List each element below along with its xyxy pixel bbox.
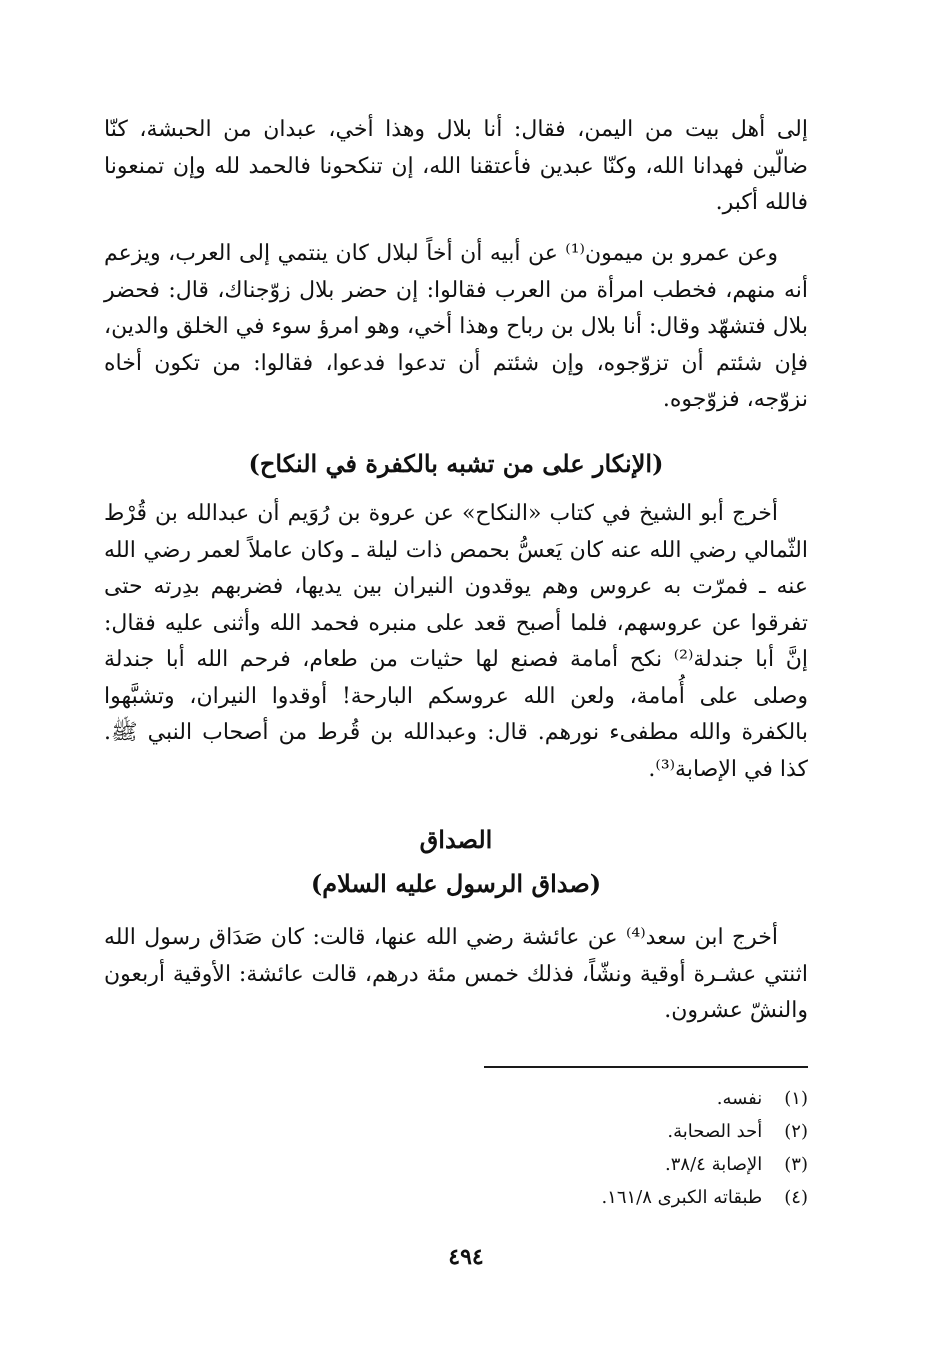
footnote-number: (٣) <box>784 1154 808 1175</box>
section-heading-rejection: (الإنكار على من تشبه بالكفرة في النكاح) <box>248 449 664 478</box>
footnote-item <box>104 1115 808 1148</box>
footnote-text: نفسه. <box>716 1088 763 1109</box>
paragraph-ibn-saad: أخرج ابن سعد⁽⁴⁾ عن عائشة رضي الله عنها، قالت: كان صَدَاق رسول الله اثنتي عشـرة أوقية ونشّاً، فذلك خمس مئة درهم، قالت عائشة: الأوقية أربعون والنشّ عشرون. <box>104 925 808 1023</box>
footnotes <box>104 1082 808 1214</box>
footnote-text: طبقاته الكبرى ١٦١/٨. <box>601 1187 763 1208</box>
footnote-number: (٢) <box>784 1121 808 1142</box>
subheading-prophet-dowry: (صداق الرسول عليه السلام) <box>310 869 602 898</box>
page-number: ٤٩٤ <box>448 1244 484 1270</box>
footnote-text: أحد الصحابة. <box>667 1121 763 1142</box>
footnote-item <box>104 1181 808 1214</box>
footnote-text: الإصابة ٣٨/٤. <box>665 1154 763 1175</box>
footnote-number: (٤) <box>784 1187 808 1208</box>
footnote-number: (١) <box>784 1088 808 1109</box>
paragraph-amr-ibn-maymun: وعن عمرو بن ميمون⁽¹⁾ عن أبيه أن أخاً لبلال كان ينتمي إلى العرب، ويزعم أنه منهم، فخطب امرأة من العرب فقالوا: إن حضر بلال زوّجناك، قال: فحضر بلال فتشهّد وقال: أنا بلال بن رباح وهذا أخي، وهو امرؤ سوء في الخلق والدين، فإن شئتم أن تزوّجوه، وإن شئتم أن تدعوا فدعوا، فقالوا: من تكون أخاه نزوّجه، فزوّجوه. <box>104 241 808 412</box>
footnote-item <box>104 1148 808 1181</box>
paragraph-bilal-brother: إلى أهل بيت من اليمن، فقال: أنا بلال وهذا أخي، عبدان من الحبشة، كنّا ضالّين فهدانا الله، وكنّا عبدين فأعتقنا الله، إن تنكحونا فالحمد لله وإن تمنعونا فالله أكبر. <box>104 117 808 215</box>
footnote-divider <box>484 1066 808 1068</box>
paragraph-abu-al-shaykh: أخرج أبو الشيخ في كتاب «النكاح» عن عروة بن رُوَيم أن عبدالله بن قُرْط الثّمالي رضي الله عنه كان يَعسُّ بحمص ذات ليلة ـ وكان عاملاً لعمر رضي الله عنه ـ فمرّت به عروس وهم يوقدون النيران بين يديها، فضربهم بدِرته حتى تفرقوا عن عروسهم، فلما أصبح قعد على منبره فحمد الله وأثنى عليه فقال: إنَّ أبا جندلة⁽²⁾ نكح أمامة فصنع لها حثيات من طعام، فرحم الله أبا جندلة وصلى على أُمامة، ولعن الله عروسكم البارحة! أوقدوا النيران، وتشبَّهوا بالكفرة والله مطفىء نورهم. قال: وعبدالله بن قُرط من أصحاب النبي ﷺ. كذا في الإصابة⁽³⁾. <box>104 501 808 782</box>
footnote-item <box>104 1082 808 1115</box>
section-heading-dowry: الصداق <box>419 825 493 854</box>
